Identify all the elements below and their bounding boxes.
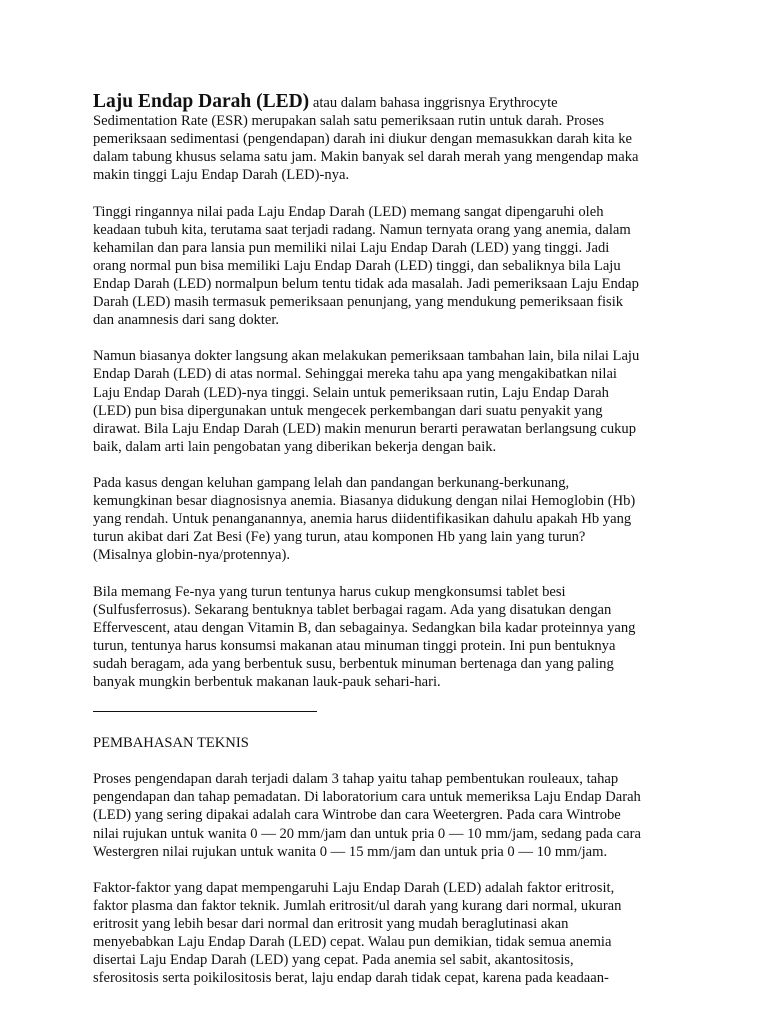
body-paragraph: Tinggi ringannya nilai pada Laju Endap Darah (LED) memang sangat dipengaruhi oleh keadaan tubuh kita, terutama saat terjadi radang. Namun ternyata orang yang anemia, dalam kehamilan dan para lansia pun memiliki nilai Laju Endap Darah (LED) yang tinggi. Jadi orang normal pun bisa memiliki Laju Endap Darah (LED) tinggi, dan sebaliknya bila Laju Endap Darah (LED) normalpun belum tentu tidak ada masalah. Jadi pemeriksaan Laju Endap Darah (LED) masih termasuk pemeriksaan penunjang, yang mendukung pemeriksaan fisik dan anamnesis dari sang dokter. (93, 203, 639, 329)
body-paragraph: Pada kasus dengan keluhan gampang lelah dan pandangan berkunang-berkunang, kemungkinan besar diagnosisnya anemia. Biasanya didukung dengan nilai Hemoglobin (Hb) yang rendah. Untuk penanganannya, anemia harus diidentifikasikan dahulu apakah Hb yang turun akibat dari Zat Besi (Fe) yang turun, atau komponen Hb yang lain yang turun? (Misalnya globin-nya/protennya). (93, 474, 636, 564)
intro-paragraph (93, 93, 675, 184)
section-paragraph: Proses pengendapan darah terjadi dalam 3 tahap yaitu tahap pembentukan rouleaux, tahap pengendapan dan tahap pemadatan. Di laboratorium cara untuk memeriksa Laju Endap Darah (LED) yang sering dipakai adalah cara Wintrobe dan cara Weetergren. Pada cara Wintrobe nilai rujukan untuk wanita 0 — 20 mm/jam dan untuk pria 0 — 10 mm/jam, sedang pada cara Westergren nilai rujukan untuk wanita 0 — 15 mm/jam dan untuk pria 0 — 10 mm/jam. (93, 771, 641, 860)
body-paragraph: Namun biasanya dokter langsung akan melakukan pemeriksaan tambahan lain, bila nilai Laju Endap Darah (LED) di atas normal. Sehinggai mereka tahu apa yang mengakibatkan nilai Laju Endap Darah (LED)-nya tinggi. Selain untuk pemeriksaan rutin, Laju Endap Darah (LED) pun bisa dipergunakan untuk mengecek perkembangan dari suatu penyakit yang dirawat. Bila Laju Endap Darah (LED) makin menurun berarti perawatan berlangsung cukup baik, dalam arti lain pengobatan yang diberikan bekerja dengan baik. (93, 348, 640, 455)
document-page (93, 93, 675, 1006)
section-divider (93, 711, 317, 712)
body-paragraph: Bila memang Fe-nya yang turun tentunya harus cukup mengkonsumsi tablet besi (Sulfusferrosus). Sekarang bentuknya tablet berbagai ragam. Ada yang disatukan dengan Effervescent, atau dengan Vitamin B, dan sebagainya. Sedangkan bila kadar proteinnya yang turun, tentunya harus konsumsi makanan atau minuman tinggi protein. Ini pun bentuknya sudah beragam, ada yang berbentuk susu, berbentuk minuman bertenaga dan yang paling banyak mungkin berbentuk makanan lauk-pauk sehari-hari. (93, 583, 636, 690)
section-paragraph: Faktor-faktor yang dapat mempengaruhi Laju Endap Darah (LED) adalah faktor eritrosit, faktor plasma dan faktor teknik. Jumlah eritrosit/ul darah yang kurang dari normal, ukuran eritrosit yang lebih besar dari normal dan eritrosit yang mudah beraglutinasi akan menyebabkan Laju Endap Darah (LED) cepat. Walau pun demikian, tidak semua anemia disertai Laju Endap Darah (LED) yang cepat. Pada anemia sel sabit, akantositosis, sferositosis serta poikilositosis berat, laju endap darah tidak cepat, karena pada keadaan- (93, 879, 622, 987)
document-title: Laju Endap Darah (LED) (93, 91, 310, 112)
intro-text: atau dalam bahasa inggrisnya Erythrocyte Sedimentation Rate (ESR) merupakan salah satu pemeriksaan rutin untuk darah. Proses pemeriksaan sedimentasi (pengendapan) darah ini diukur dengan memasukkan darah kita ke dalam tabung khusus selama satu jam. Makin banyak sel darah merah yang mengendap maka makin tinggi Laju Endap Darah (LED)-nya. (93, 95, 639, 184)
section-heading: PEMBAHASAN TEKNIS (93, 735, 249, 752)
